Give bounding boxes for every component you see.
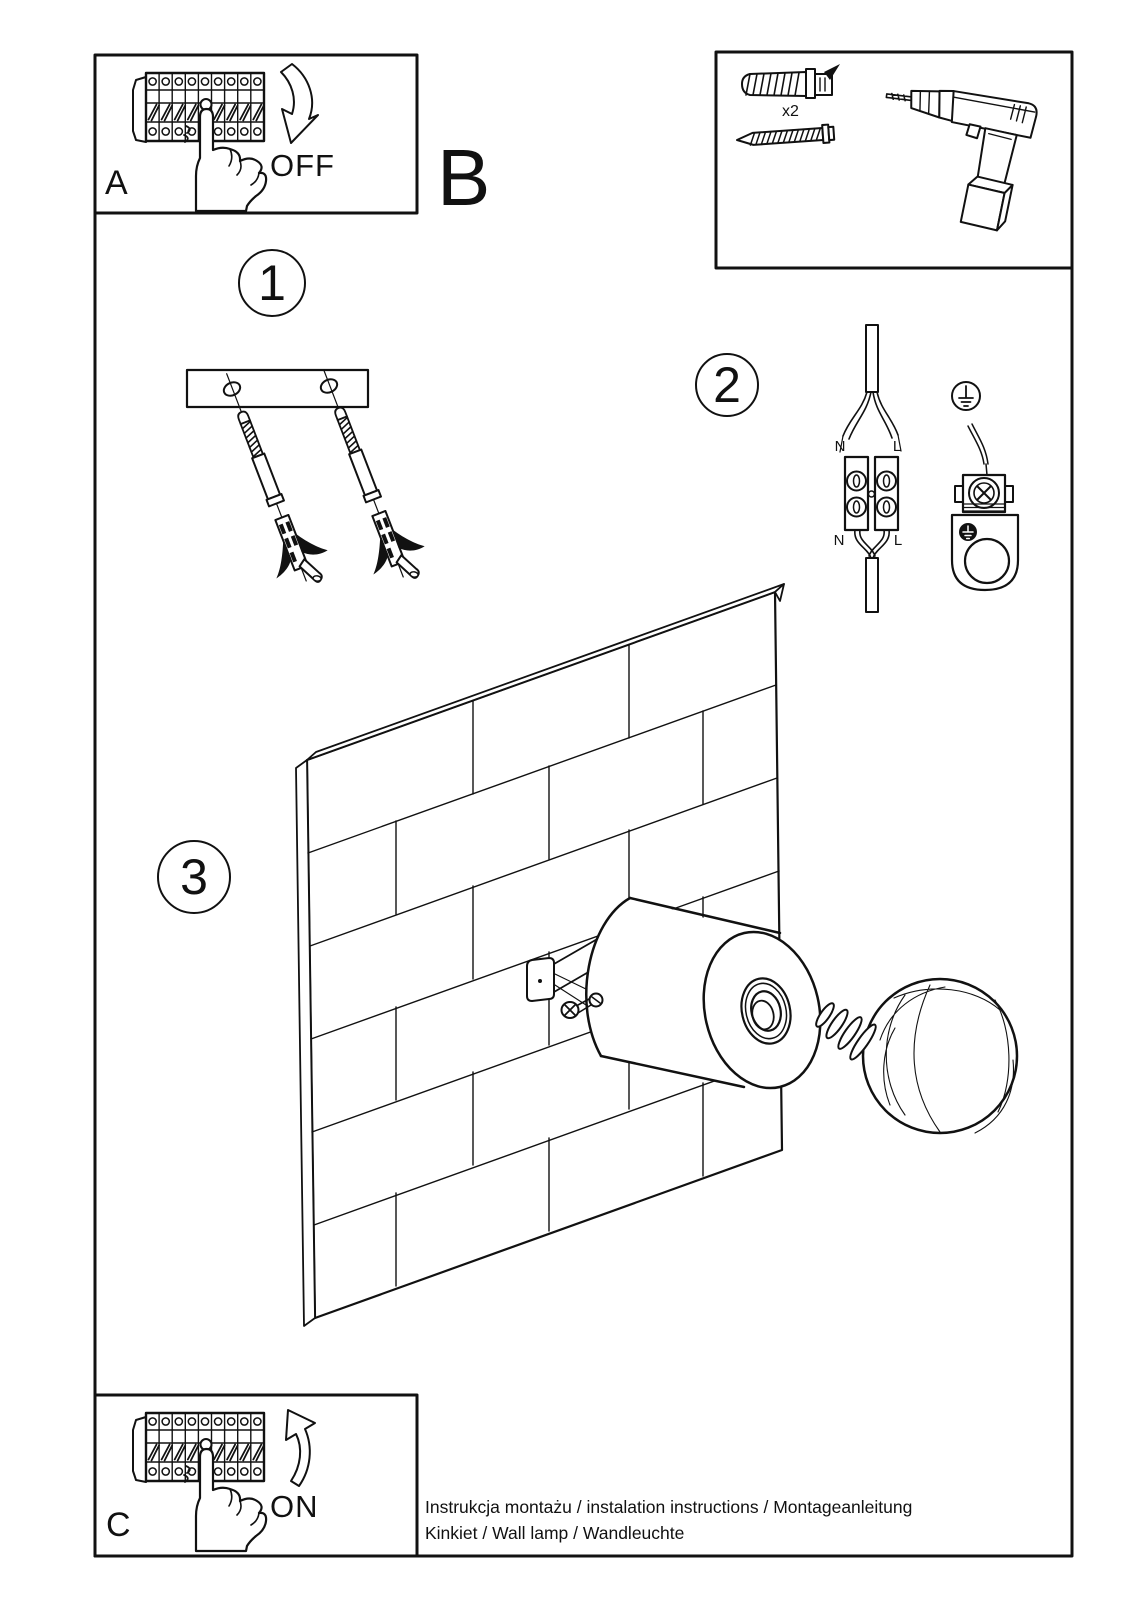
step-3-marker xyxy=(157,840,231,914)
step-3-number: 3 xyxy=(180,849,208,905)
power-off-label: OFF xyxy=(270,148,335,183)
step-1-marker xyxy=(238,249,306,317)
on-arrow-icon xyxy=(286,1410,315,1486)
breaker-panel-off-drawing xyxy=(133,73,266,211)
wire-n-bottom-label: N xyxy=(833,532,845,549)
wall-plug-icon xyxy=(742,64,840,98)
step-1-number: 1 xyxy=(258,255,286,311)
footer-product-multilang: Kinkiet / Wall lamp / Wandleuchte xyxy=(425,1523,685,1543)
anchor-quantity-label: x2 xyxy=(782,103,799,120)
step-2-number: 2 xyxy=(713,357,741,413)
step-2-marker xyxy=(695,353,759,417)
off-arrow-icon xyxy=(281,64,318,143)
power-on-label: ON xyxy=(270,1489,319,1524)
terminal-block-drawing xyxy=(845,457,898,530)
box-b-label: B xyxy=(437,133,491,222)
earth-ground-icon xyxy=(952,382,980,410)
wire-l-top-label: L xyxy=(892,438,902,455)
box-a-label: A xyxy=(105,164,128,202)
wire-l-bottom-label: L xyxy=(893,532,903,549)
mounting-bracket-drawing xyxy=(187,370,368,407)
drill-icon xyxy=(872,83,1038,233)
lamp-base-plate-drawing xyxy=(527,958,554,1001)
ground-wire-drawing xyxy=(968,424,988,475)
screw-icon xyxy=(736,124,834,149)
light-bulb-drawing xyxy=(863,979,1017,1133)
wire-n-top-label: N xyxy=(834,438,846,455)
ground-terminal-drawing xyxy=(955,475,1013,512)
ground-bracket-drawing xyxy=(952,515,1018,590)
box-c-label: C xyxy=(106,1506,131,1544)
breaker-panel-on-drawing xyxy=(133,1413,266,1551)
footer-title-multilang: Instrukcja montażu / instalation instructions / Montageanleitung xyxy=(425,1497,913,1517)
